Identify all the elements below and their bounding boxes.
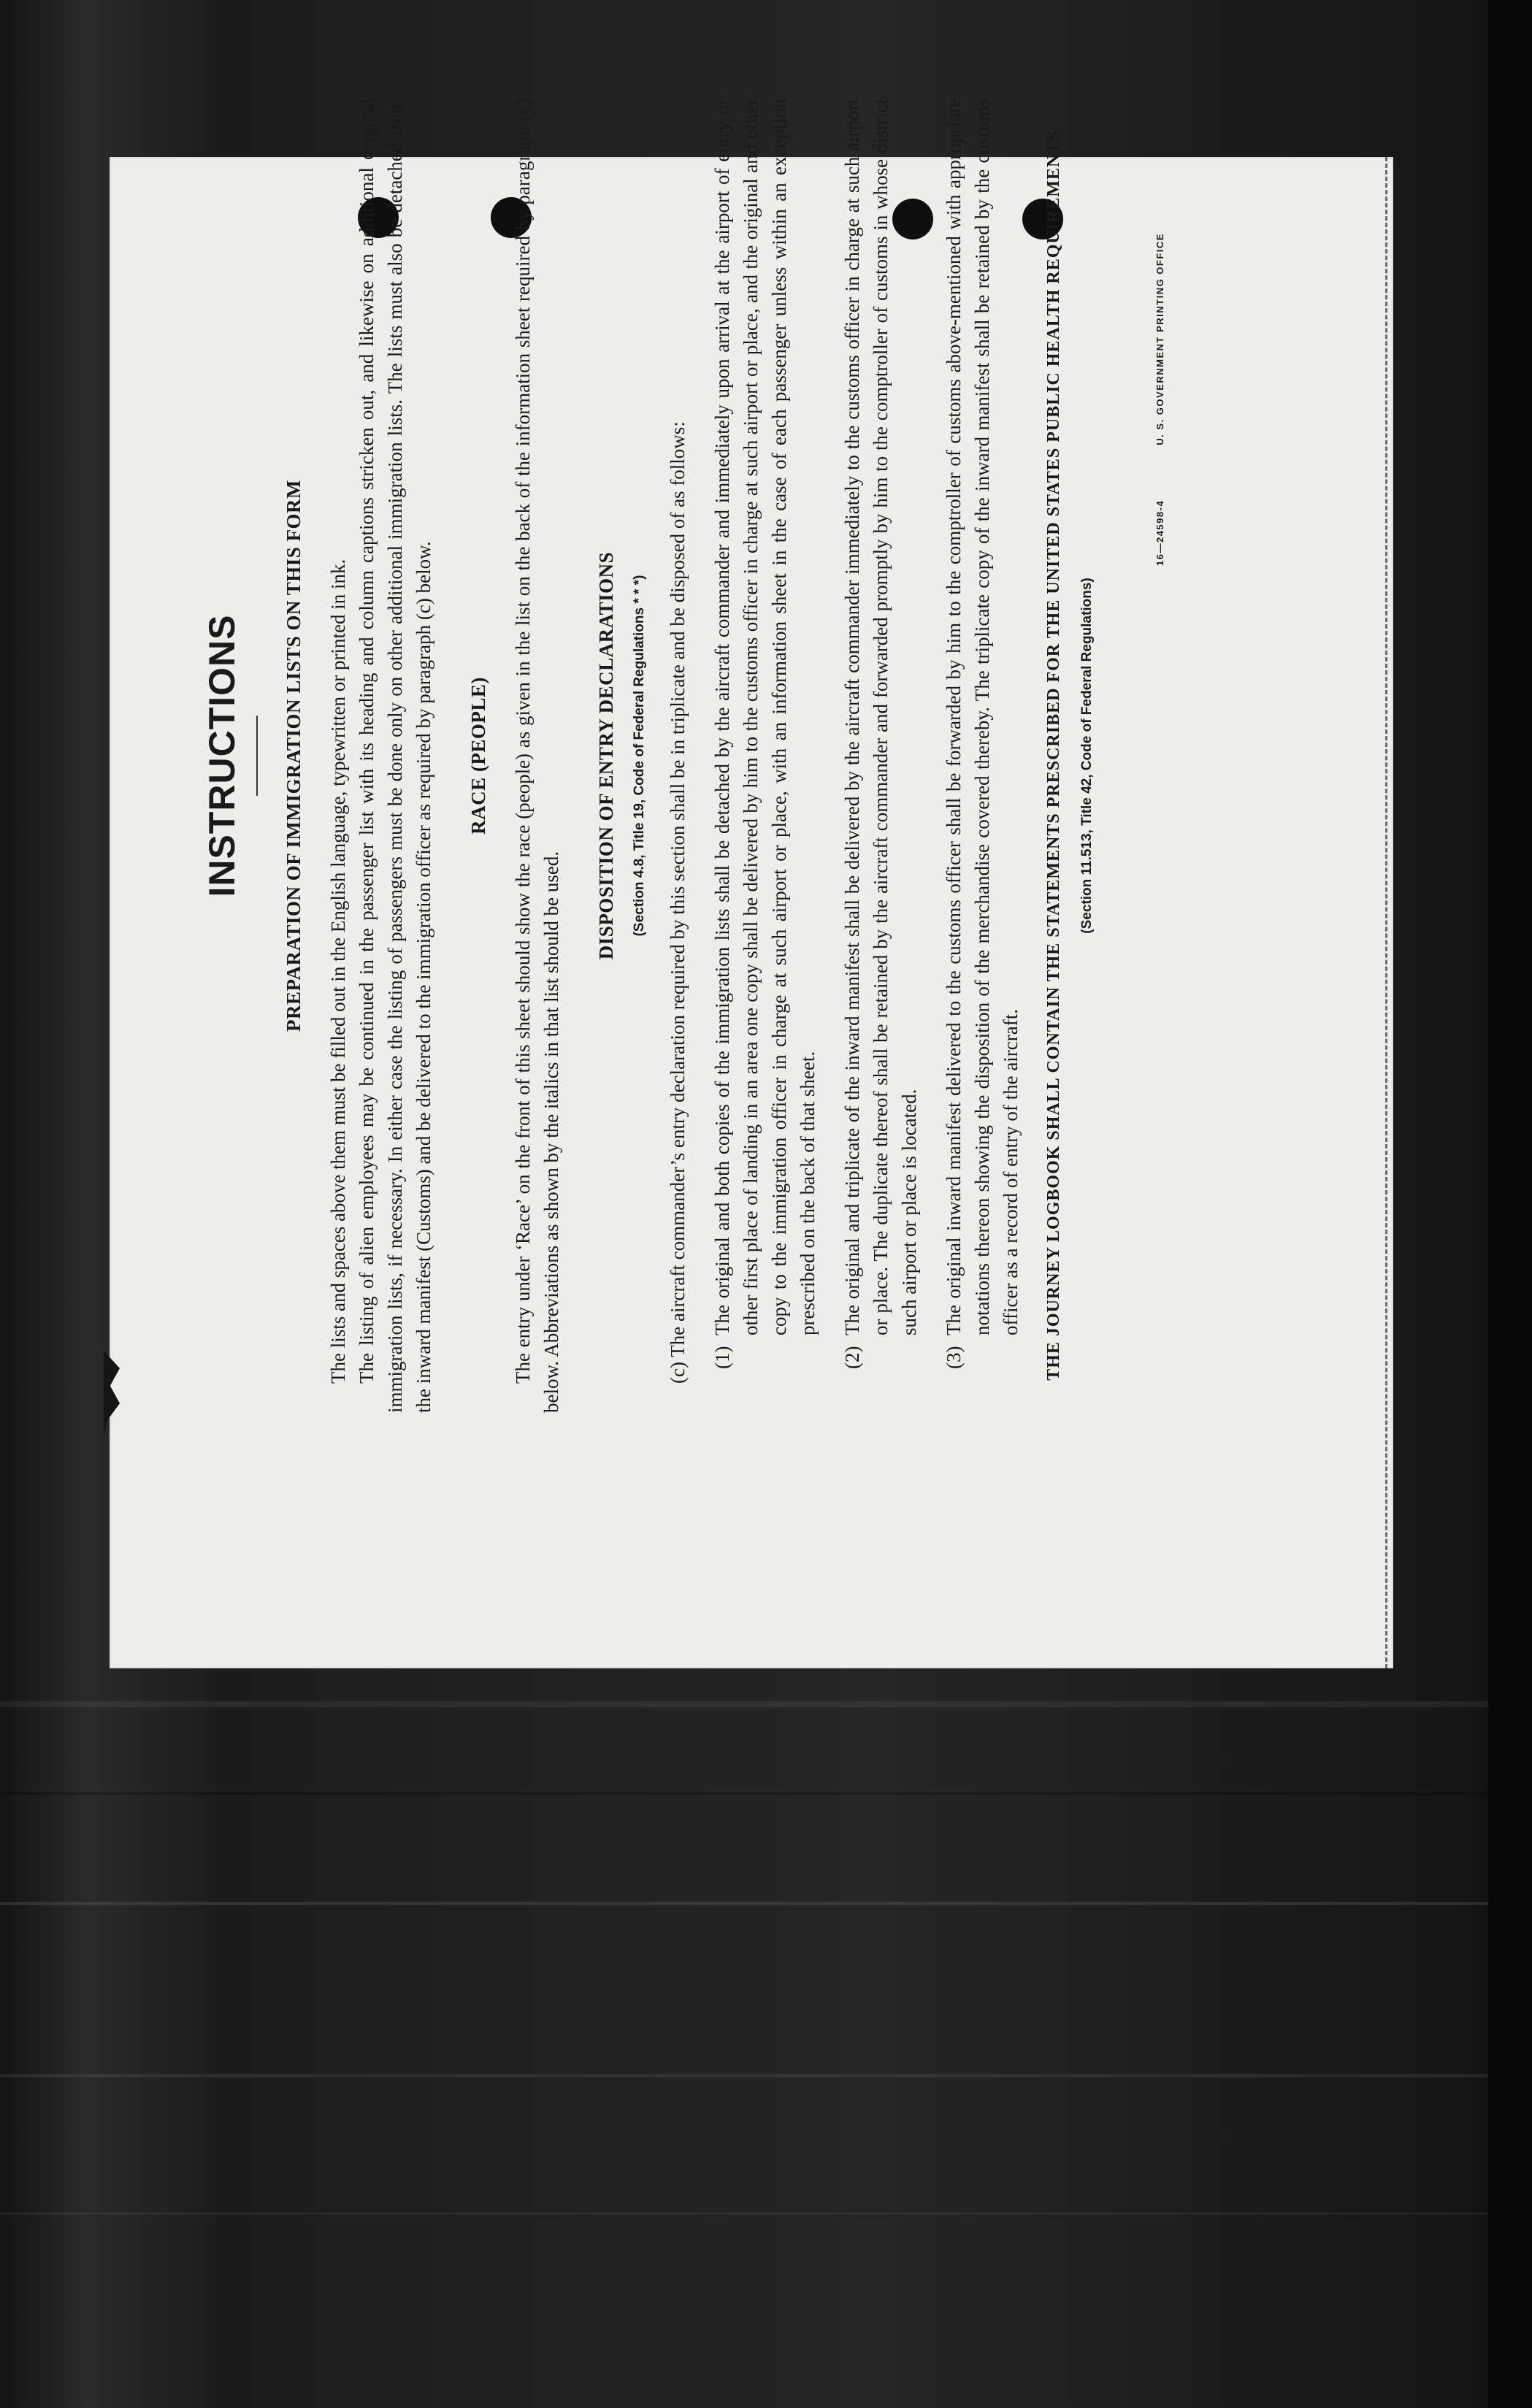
film-streak bbox=[0, 2212, 1532, 2215]
journey-logbook-citation: (Section 11.513, Title 42, Code of Federal Regulations) bbox=[1079, 578, 1095, 934]
page-title: INSTRUCTIONS bbox=[202, 614, 242, 897]
film-streak bbox=[0, 2074, 1532, 2077]
list-item-number: (1) bbox=[711, 1346, 733, 1369]
paragraph-race: The entry under ‘Race’ on the front of this sheet should show the race (people) as given in the list on the back of the information sheet required by paragraph (c) below. Abbreviations as shown by the italics in that list should be used. bbox=[512, 99, 562, 1413]
list-item-number: (2) bbox=[841, 1346, 863, 1369]
list-item bbox=[708, 99, 822, 1369]
film-streak bbox=[0, 1792, 1532, 1795]
list-item bbox=[838, 99, 924, 1369]
printer-footer bbox=[1146, 182, 1174, 566]
film-edge bbox=[1488, 0, 1532, 2408]
paragraph-disposition-intro: (c) The aircraft commander’s entry declaration required by this section shall be in triplicate and be disposed of as follows: bbox=[667, 421, 689, 1384]
rotated-text-block bbox=[204, 99, 1211, 1413]
list-item bbox=[940, 99, 1025, 1369]
section-heading-preparation: PREPARATION OF IMMIGRATION LISTS ON THIS FORM bbox=[283, 479, 305, 1032]
section-subheading-disposition: (Section 4.8, Title 19, Code of Federal Regulations * * *) bbox=[632, 575, 647, 937]
title-rule bbox=[256, 716, 258, 796]
section-heading-race: RACE (PEOPLE) bbox=[467, 677, 489, 835]
list-item-text: The original and triplicate of the inward manifest shall be delivered by the aircraft commander immediately to the customs officer in charge at such airport or place. The duplicate thereof shall be retained by the aircraft commander and forwarded promptly by him to the comptroller of customs in whose district such airport or place is located. bbox=[841, 99, 920, 1335]
printer-name: U. S. GOVERNMENT PRINTING OFFICE bbox=[1154, 233, 1165, 445]
paragraph-lists: The lists and spaces above them must be filled out in the English language, typewritten or printed in ink. bbox=[327, 559, 349, 1384]
list-item-number: (3) bbox=[943, 1346, 965, 1369]
film-streak bbox=[0, 1902, 1532, 1905]
list-item-text: The original inward manifest delivered to the customs officer shall be forwarded by him to the comptroller of customs above-mentioned with appropriate notations thereon showing the disposition of the merchandise covered thereby. The triplicate copy of the inward manifest shall be retained by the customs officer as a record of entry of the aircraft. bbox=[943, 99, 1022, 1335]
film-streak bbox=[0, 1701, 1532, 1707]
section-heading-disposition: DISPOSITION OF ENTRY DECLARATIONS bbox=[595, 551, 617, 960]
form-number: 16—24598-4 bbox=[1154, 499, 1165, 566]
paragraph-alien-employees: The listing of alien employees may be continued in the passenger list with its heading and column captions stricken out, and likewise on additional original immigration lists, if necessary. In either case the listing of passengers must be done only on other additional immigration lists. The lists must also be detached from the inward manifest (Customs) and be delivered to the immigration officer as required by paragraph (c) below. bbox=[356, 99, 434, 1413]
list-item-text: The original and both copies of the immigration lists shall be detached by the aircraft commander and immediately upon arrival at the airport of entry or other first place of landing in an area one copy shall be delivered by him to the customs officer in charge at such airport or place, and the original and other copy to the immigration officer in charge at such airport or place, with an information sheet in the case of each passenger unless within an exception prescribed on the back of that sheet. bbox=[711, 99, 819, 1335]
journey-logbook-notice: THE JOURNEY LOGBOOK SHALL CONTAIN THE STATEMENTS PRESCRIBED FOR THE UNITED STATES PUBLIC HEALTH REQUIREMENTS bbox=[1044, 131, 1063, 1381]
